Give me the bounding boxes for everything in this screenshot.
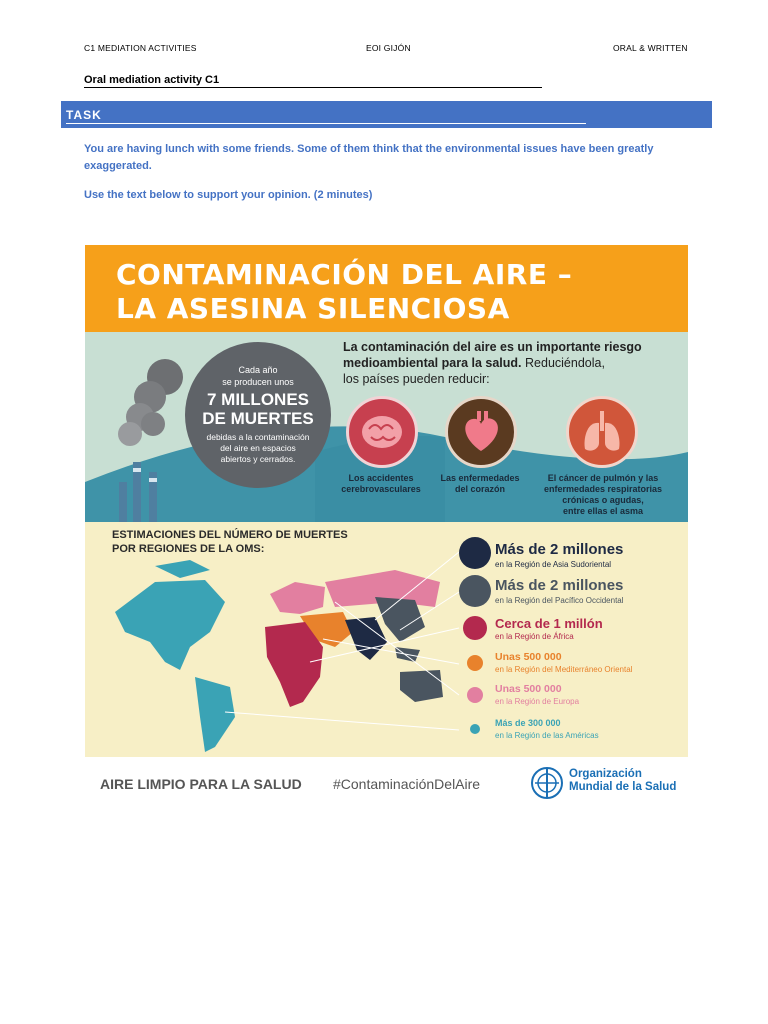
region-name-6: en la Región de las Américas (495, 731, 599, 740)
map-title: ESTIMACIONES DEL NÚMERO DE MUERTES POR REGIONES DE LA OMS: (112, 529, 348, 555)
region-name-3: en la Región de África (495, 632, 574, 641)
disease-label-1: Los accidentes cerebrovasculares (341, 473, 421, 494)
circle-line5: abiertos y cerrados. (220, 454, 296, 464)
infographic-banner (85, 245, 688, 332)
circle-line2: se producen unos (222, 377, 294, 387)
region-dot-6 (470, 724, 480, 734)
heart-icon (445, 396, 517, 468)
circle-line4: del aire en espacios (220, 443, 296, 453)
region-name-4: en la Región del Mediterráneo Oriental (495, 665, 633, 674)
infographic-footer (85, 757, 688, 808)
region-name-2: en la Región del Pacífico Occidental (495, 596, 624, 605)
regions-map-section (85, 522, 688, 757)
region-value-5: Unas 500 000 (495, 683, 562, 695)
region-name-5: en la Región de Europa (495, 697, 580, 706)
region-dot-4 (467, 655, 483, 671)
region-dot-1 (459, 537, 491, 569)
header-center: EOI GIJÓN (366, 43, 411, 53)
header-left: C1 MEDIATION ACTIVITIES (84, 43, 197, 53)
circle-big2: DE MUERTES (202, 409, 314, 428)
infographic (85, 245, 688, 808)
region-value-4: Unas 500 000 (495, 651, 562, 663)
region-dot-5 (467, 687, 483, 703)
activity-title: Oral mediation activity C1 (84, 74, 542, 88)
who-logo-icon (529, 765, 565, 801)
region-value-2: Más de 2 millones (495, 577, 624, 594)
risk-normal-1: Reduciéndola, (525, 356, 605, 370)
task-label: TASK (66, 108, 586, 124)
health-risk-section (85, 332, 688, 522)
disease-label-2: Las enfermedades del corazón (440, 473, 520, 494)
region-dot-3 (463, 616, 487, 640)
circle-line1: Cada año (238, 365, 278, 375)
infographic-title-line1: CONTAMINACIÓN DEL AIRE – (116, 258, 573, 291)
region-name-1: en la Región de Asia Sudoriental (495, 560, 612, 569)
footer-campaign: AIRE LIMPIO PARA LA SALUD (100, 776, 302, 792)
header-right: ORAL & WRITTEN (613, 43, 688, 53)
region-value-3: Cerca de 1 millón (495, 616, 603, 631)
risk-text (343, 339, 683, 387)
task-paragraph-2: Use the text below to support your opinion. (2 minutes) (84, 189, 373, 201)
risk-normal-2: los países pueden reducir: (343, 372, 490, 386)
who-name: Organización Mundial de la Salud (569, 768, 677, 793)
risk-bold-2: medioambiental para la salud. (343, 356, 522, 370)
circle-line3: debidas a la contaminación (206, 432, 310, 442)
circle-big1: 7 MILLONES (206, 390, 309, 409)
region-dot-2 (459, 575, 491, 607)
task-bar (61, 101, 712, 128)
lungs-icon (566, 396, 638, 468)
region-value-1: Más de 2 millones (495, 541, 624, 558)
region-value-6: Más de 300 000 (495, 718, 561, 728)
task-paragraph-1: You are having lunch with some friends. Some of them think that the environmental issues have been greatly exaggerated. (84, 143, 654, 172)
deaths-circle (185, 342, 331, 488)
brain-icon (346, 396, 418, 468)
footer-hashtag: #ContaminaciónDelAire (333, 776, 481, 792)
risk-bold-1: La contaminación del aire es un importante riesgo (343, 340, 642, 354)
infographic-title-line2: LA ASESINA SILENCIOSA (116, 292, 510, 325)
disease-label-3: El cáncer de pulmón y las enfermedades respiratorias crónicas o agudas, entre ellas el asma (543, 473, 663, 516)
